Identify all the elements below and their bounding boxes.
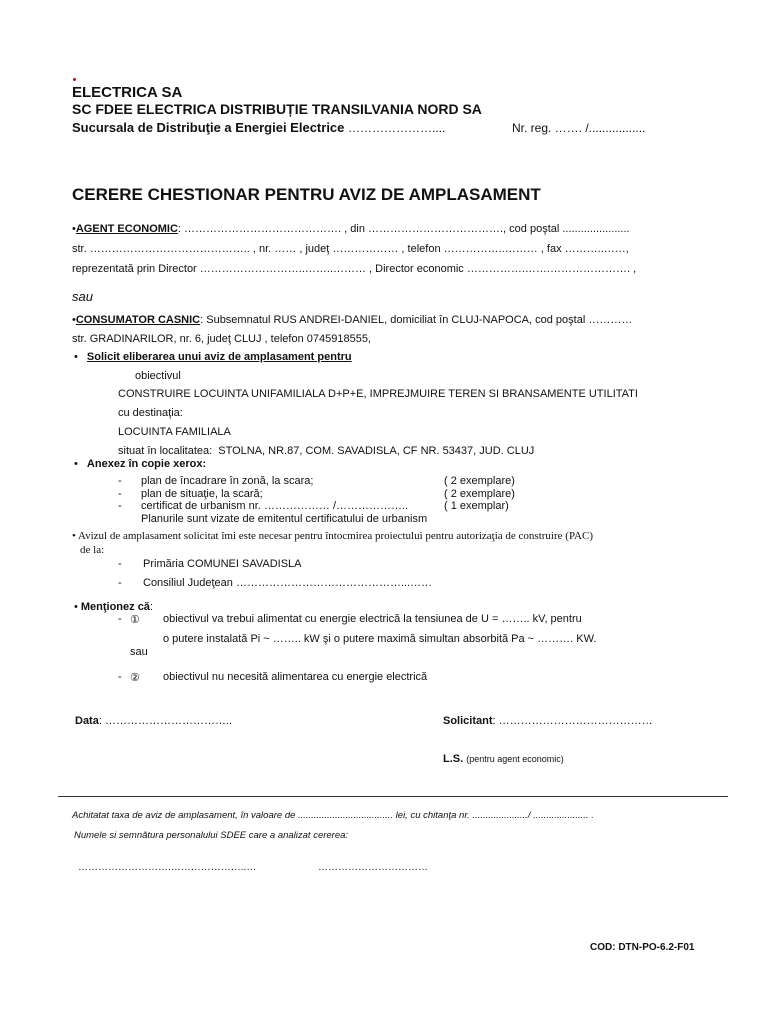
- option-separator: sau: [130, 646, 148, 658]
- agent-bullet: •: [72, 223, 76, 235]
- pac-item-text: Consiliul Judeţean ………………………………………...……: [143, 577, 433, 589]
- annex-note: Planurile sunt vizate de emitentul certificatului de urbanism: [141, 513, 428, 525]
- applicant-label: Solicitant: [443, 715, 493, 727]
- branch-dots: …………………....: [348, 121, 446, 135]
- registration-number: Nr. reg. ……. /.................: [512, 121, 646, 135]
- red-mark: [73, 78, 76, 81]
- annex-item-dash: -: [118, 500, 122, 512]
- form-code: COD: DTN-PO-6.2-F01: [590, 942, 695, 953]
- pac-item-text: Primăria COMUNEI SAVADISLA: [143, 558, 302, 570]
- annex-item-copies: ( 2 exemplare): [444, 488, 515, 500]
- applicant-dots: : ……………………………………: [492, 715, 653, 727]
- request-label: Solicit eliberarea unui aviz de amplasament pentru: [86, 351, 352, 363]
- agent-line-1-text: : ……………………………………. , din ………………………………., cod poştal ......................: [177, 223, 630, 235]
- staff-signature-dots: ……………………………: [318, 862, 428, 873]
- option-1: [118, 613, 582, 626]
- annex-item-copies: ( 2 exemplare): [444, 475, 515, 487]
- annex-item: [118, 488, 263, 500]
- annex-item-dash: -: [118, 488, 122, 500]
- option-1-text: obiectivul va trebui alimentat cu energie electrică la tensiunea de U = …….. kV, pentru: [163, 613, 582, 625]
- annex-heading: [74, 458, 206, 470]
- subsidiary-name: SC FDEE ELECTRICA DISTRIBUȚIE TRANSILVANIA NORD SA: [72, 101, 482, 117]
- option-1-symbol: ①: [130, 614, 140, 626]
- destination-label: cu destinaţia:: [118, 407, 183, 419]
- request-heading: [74, 351, 352, 363]
- option-2-dash: -: [118, 671, 122, 683]
- request-bullet: •: [74, 351, 78, 363]
- annex-item-text: plan de încadrare în zonă, la scara;: [141, 475, 314, 487]
- branch-name: Sucursala de Distribuţie a Energiei Electrice: [72, 120, 345, 135]
- pac-line-2: de la:: [80, 544, 105, 556]
- pac-item: [118, 577, 433, 589]
- option-1-line-2: o putere instalată Pi ~ …….. kW şi o putere maximă simultan absorbită Pa ~ ………. KW.: [163, 633, 597, 645]
- agent-line-1: [72, 223, 630, 235]
- consumer-line-2: str. GRADINARILOR, nr. 6, judeţ CLUJ , telefon 0745918555,: [72, 333, 371, 345]
- objective-value: CONSTRUIRE LOCUINTA UNIFAMILIALA D+P+E, IMPREJMUIRE TEREN SI BRANSAMENTE UTILITATI: [118, 388, 638, 400]
- staff-signature-line: Numele si semnătura personalului SDEE care a analizat cererea:: [74, 830, 349, 841]
- pac-item-dash: -: [118, 577, 122, 589]
- destination-value: LOCUINTA FAMILIALA: [118, 426, 231, 438]
- or-label: sau: [72, 289, 93, 304]
- option-2-symbol: ②: [130, 672, 140, 684]
- mention-label: Menţionez că: [80, 601, 150, 613]
- divider: [58, 796, 728, 797]
- location-label: situat în localitatea:: [118, 445, 213, 457]
- option-1-dash: -: [118, 613, 122, 625]
- consumer-label: CONSUMATOR CASNIC: [75, 314, 201, 326]
- annex-label: Anexez în copie xerox:: [86, 458, 207, 470]
- agent-label: AGENT ECONOMIC: [75, 223, 178, 235]
- branch-line: [72, 120, 445, 135]
- annex-item-text: certificat de urbanism nr. ……………… /………………..: [141, 500, 409, 512]
- annex-item-text: plan de situaţie, la scară;: [141, 488, 263, 500]
- objective-label: obiectivul: [135, 370, 181, 382]
- mention-colon: :: [149, 601, 153, 613]
- consumer-bullet: •: [72, 314, 76, 326]
- option-2-text: obiectivul nu necesită alimentarea cu energie electrică: [163, 671, 428, 683]
- pac-item: [118, 558, 302, 570]
- staff-name-dots: ……………………….…………………..…: [78, 862, 257, 873]
- annex-item-copies: ( 1 exemplar): [444, 500, 509, 512]
- annex-item: [118, 500, 409, 512]
- stamp-label: L.S.: [443, 753, 464, 765]
- consumer-line-1-text: : Subsemnatul RUS ANDREI-DANIEL, domiciliat în CLUJ-NAPOCA, cod poştal …………: [200, 314, 633, 326]
- agent-line-2: str. …………………………………….. , nr. …… , judeţ ……………… , telefon ……………..……… , fax ………..……,: [72, 243, 629, 255]
- annex-item: [118, 475, 314, 487]
- consumer-line-1: [72, 314, 632, 326]
- stamp-note: (pentru agent economic): [466, 754, 564, 764]
- pac-item-dash: -: [118, 558, 122, 570]
- company-name: ELECTRICA SA: [72, 84, 183, 101]
- date-field: [75, 715, 232, 727]
- option-2: [118, 671, 428, 684]
- location-line: [118, 445, 534, 457]
- stamp-field: [443, 753, 564, 765]
- tax-paid-line: Achitatat taxa de aviz de amplasament, în valoare de .................................... lei, cu chitanţa nr. ...................../ ..................... .: [72, 810, 594, 821]
- mention-heading: [74, 601, 153, 613]
- applicant-field: [443, 715, 653, 727]
- mention-bullet: •: [74, 601, 78, 613]
- date-dots: : ……………………………..: [98, 715, 233, 727]
- pac-line-1: • Avizul de amplasament solicitat îmi este necesar pentru întocmirea proiectului pentru autorizaţia de construire (PAC): [72, 530, 593, 542]
- page-title: CERERE CHESTIONAR PENTRU AVIZ DE AMPLASAMENT: [72, 185, 541, 204]
- annex-item-dash: -: [118, 475, 122, 487]
- date-label: Data: [75, 715, 99, 727]
- agent-line-3: reprezentată prin Director ………………………..……..……… , Director economic …………….…….…………………. ,: [72, 263, 637, 275]
- annex-bullet: •: [74, 458, 78, 470]
- location-value: STOLNA, NR.87, COM. SAVADISLA, CF NR. 53437, JUD. CLUJ: [218, 445, 535, 457]
